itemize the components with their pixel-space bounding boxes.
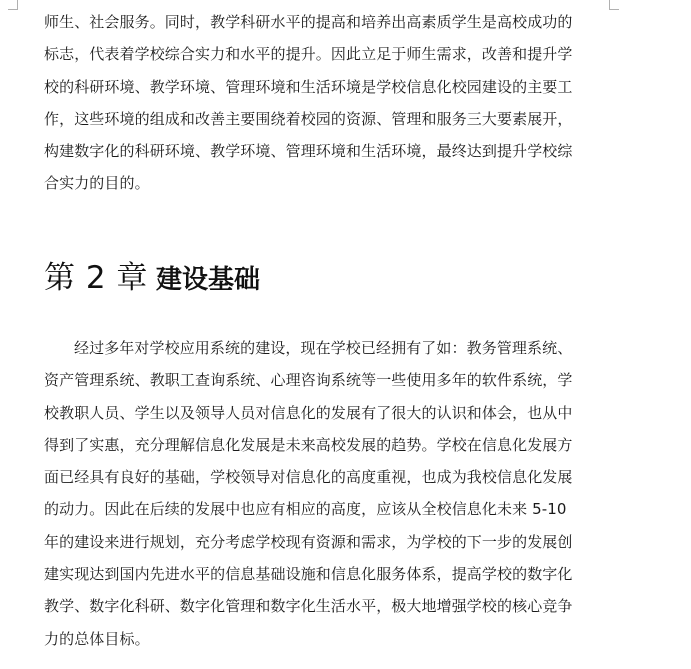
margin-corner-mark-left bbox=[8, 0, 18, 10]
text-line: 经过多年对学校应用系统的建设，现在学校已经拥有了如：教务管理系统、 bbox=[74, 339, 573, 357]
text-line: 校的科研环境、教学环境、管理环境和生活环境是学校信息化校园建设的主要工 bbox=[44, 77, 573, 96]
text-line: 教学、数字化科研、数字化管理和数字化生活水平，极大地增强学校的核心竞争 bbox=[44, 597, 573, 616]
text-line: 校教职人员、学生以及领导人员对信息化的发展有了很大的认识和体会，也从中 bbox=[44, 403, 573, 422]
text-line: 建实现达到国内先进水平的信息基础设施和信息化服务体系，提高学校的数字化 bbox=[44, 565, 573, 584]
text-line: 师生、社会服务。同时，教学科研水平的提高和培养出高素质学生是高校成功的 bbox=[44, 13, 573, 31]
body-paragraph bbox=[44, 332, 604, 655]
text-line: 得到了实惠，充分理解信息化发展是未来高校发展的趋势。学校在信息化发展方 bbox=[44, 435, 573, 454]
chapter-heading bbox=[44, 252, 260, 297]
text-line: 力的总体目标。 bbox=[44, 629, 150, 648]
text-line: 资产管理系统、教职工查询系统、心理咨询系统等一些使用多年的软件系统，学 bbox=[44, 371, 573, 390]
margin-corner-mark-right bbox=[609, 0, 619, 10]
chapter-title: 建设基础 bbox=[155, 265, 260, 295]
chapter-number: 第 2 章 bbox=[44, 260, 148, 296]
text-line: 的动力。因此在后续的发展中也应有相应的高度，应该从全校信息化未来 5-10 bbox=[44, 500, 567, 519]
text-line: 作，这些环境的组成和改善主要围绕着校园的资源、管理和服务三大要素展开， bbox=[44, 109, 573, 128]
intro-paragraph bbox=[44, 6, 604, 200]
text-line: 标志，代表着学校综合实力和水平的提升。因此立足于师生需求，改善和提升学 bbox=[44, 45, 573, 64]
text-line: 面已经具有良好的基础，学校领导对信息化的高度重视，也成为我校信息化发展 bbox=[44, 468, 573, 487]
text-line: 年的建设来进行规划，充分考虑学校现有资源和需求，为学校的下一步的发展创 bbox=[44, 532, 573, 551]
text-line: 构建数字化的科研环境、教学环境、管理环境和生活环境，最终达到提升学校综 bbox=[44, 142, 573, 161]
text-line: 合实力的目的。 bbox=[44, 174, 150, 193]
